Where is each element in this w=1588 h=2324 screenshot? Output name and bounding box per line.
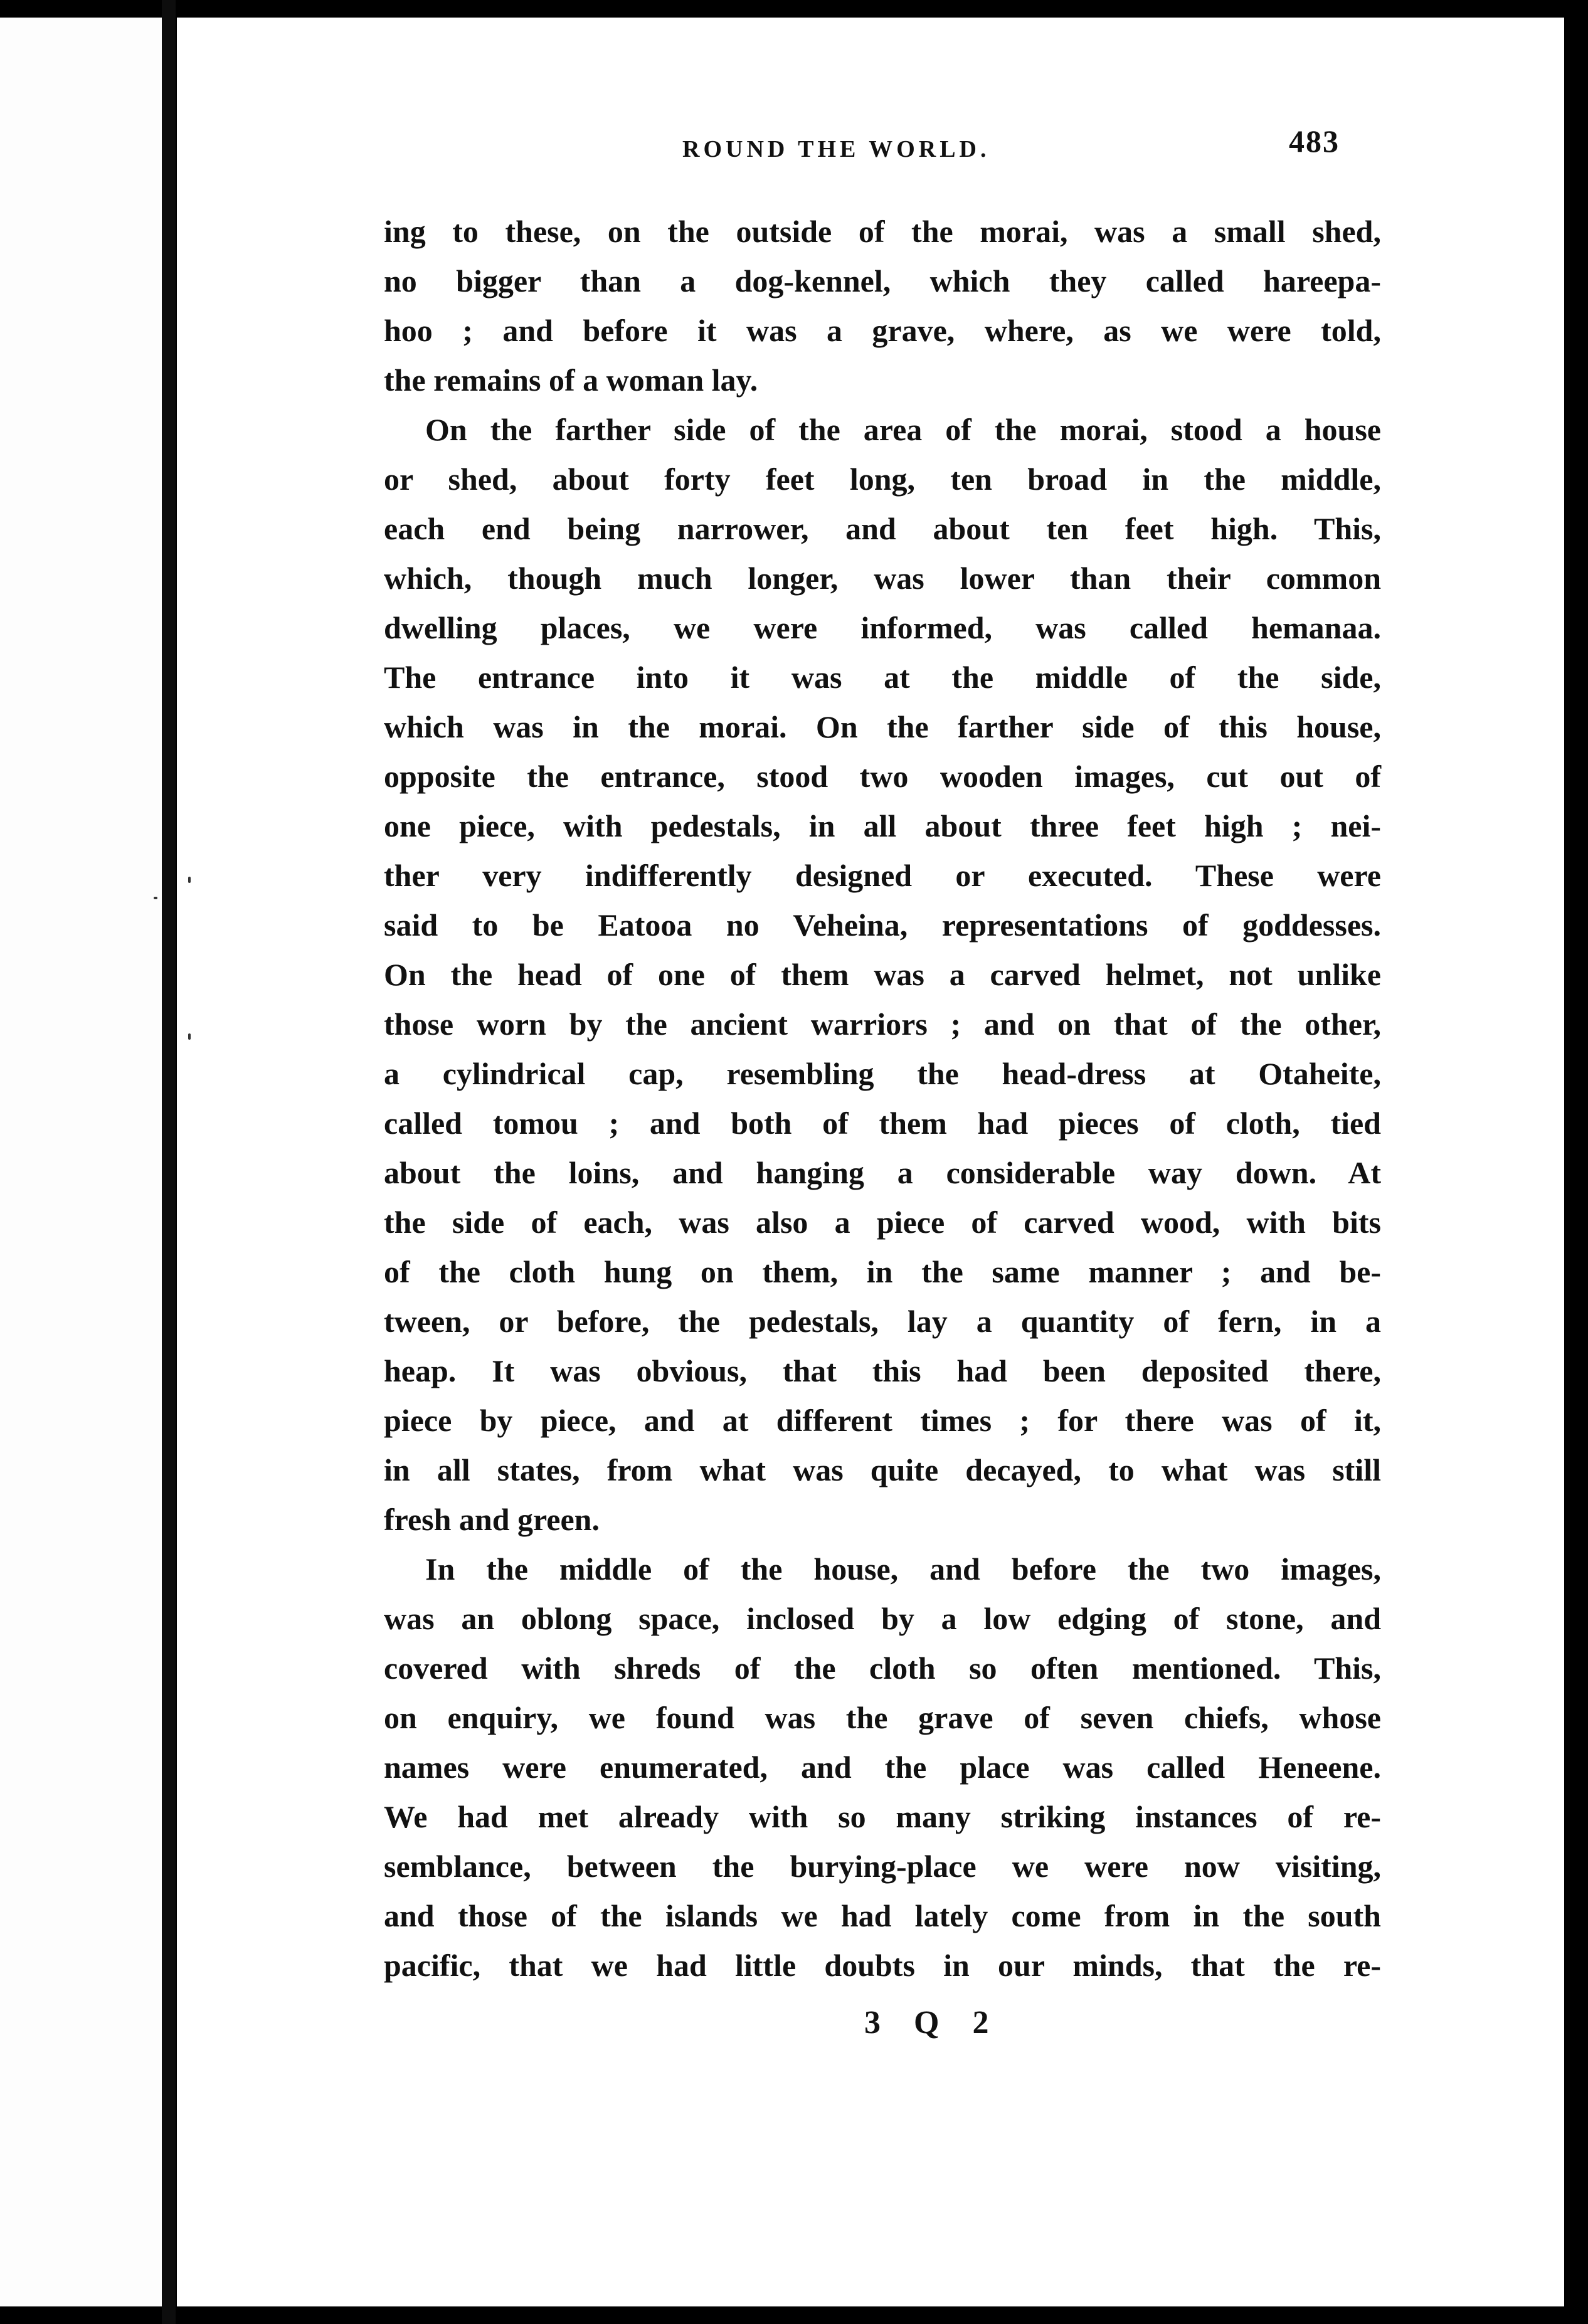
book-gutter: [162, 0, 176, 2324]
text-line: which was in the morai. On the farther side of this house,: [384, 709, 1381, 744]
text-line: dwelling places, we were informed, was called hemanaa.: [384, 610, 1381, 645]
text-line: tween, or before, the pedestals, lay a quantity of fern, in a: [384, 1304, 1381, 1339]
text-line: no bigger than a dog-kennel, which they called hareepa-: [384, 263, 1381, 298]
running-head: ROUND THE WORLD.: [682, 136, 990, 162]
text-line: names were enumerated, and the place was called Heneene.: [384, 1750, 1381, 1785]
facing-page-margin: [0, 18, 162, 2306]
text-line: We had met already with so many striking instances of re-: [384, 1799, 1381, 1834]
text-line: hoo ; and before it was a grave, where, as we were told,: [384, 313, 1381, 348]
text-line: was an oblong space, inclosed by a low edging of stone, and: [384, 1601, 1381, 1636]
text-line: In the middle of the house, and before the two images,: [425, 1551, 1381, 1587]
text-line: ing to these, on the outside of the morai, was a small shed,: [384, 214, 1381, 249]
text-line: about the loins, and hanging a considerable way down. At: [384, 1155, 1381, 1190]
text-line: each end being narrower, and about ten feet high. This,: [384, 511, 1381, 546]
text-line: pacific, that we had little doubts in our minds, that the re-: [384, 1948, 1381, 1983]
text-line: called tomou ; and both of them had pieces of cloth, tied: [384, 1106, 1381, 1141]
text-line: or shed, about forty feet long, ten broad in the middle,: [384, 462, 1381, 497]
text-line: on enquiry, we found was the grave of seven chiefs, whose: [384, 1700, 1381, 1735]
text-line: which, though much longer, was lower than their common: [384, 561, 1381, 596]
text-line: ther very indifferently designed or executed. These were: [384, 858, 1381, 893]
text-line: fresh and green.: [384, 1502, 600, 1537]
text-line: said to be Eatooa no Veheina, representations of goddesses.: [384, 907, 1381, 943]
text-line: piece by piece, and at different times ; for there was of it,: [384, 1403, 1381, 1438]
text-line: On the head of one of them was a carved helmet, not unlike: [384, 957, 1381, 992]
text-line: one piece, with pedestals, in all about three feet high ; nei-: [384, 808, 1381, 843]
text-line: the remains of a woman lay.: [384, 362, 758, 398]
text-line: of the cloth hung on them, in the same manner ; and be-: [384, 1254, 1381, 1289]
text-line: those worn by the ancient warriors ; and on that of the other,: [384, 1006, 1381, 1042]
paper-speck: [154, 897, 157, 899]
text-line: in all states, from what was quite decayed, to what was still: [384, 1452, 1381, 1487]
text-line: the side of each, was also a piece of carved wood, with bits: [384, 1205, 1381, 1240]
text-line: heap. It was obvious, that this had been deposited there,: [384, 1353, 1381, 1388]
body-text: [384, 207, 1381, 1990]
page-number: 483: [1289, 124, 1340, 159]
paper-speck: [188, 1033, 191, 1040]
text-line: and those of the islands we had lately come from in the south: [384, 1898, 1381, 1933]
text-line: a cylindrical cap, resembling the head-dress at Otaheite,: [384, 1056, 1381, 1091]
text-line: semblance, between the burying-place we were now visiting,: [384, 1849, 1381, 1884]
text-line: The entrance into it was at the middle of the side,: [384, 660, 1381, 695]
paper-speck: [188, 877, 191, 883]
text-line: opposite the entrance, stood two wooden images, cut out of: [384, 759, 1381, 794]
text-line: On the farther side of the area of the morai, stood a house: [425, 412, 1381, 447]
signature-mark: 3 Q 2: [864, 2005, 1002, 2041]
text-line: covered with shreds of the cloth so often mentioned. This,: [384, 1651, 1381, 1686]
scan-edge: [1564, 0, 1588, 2324]
